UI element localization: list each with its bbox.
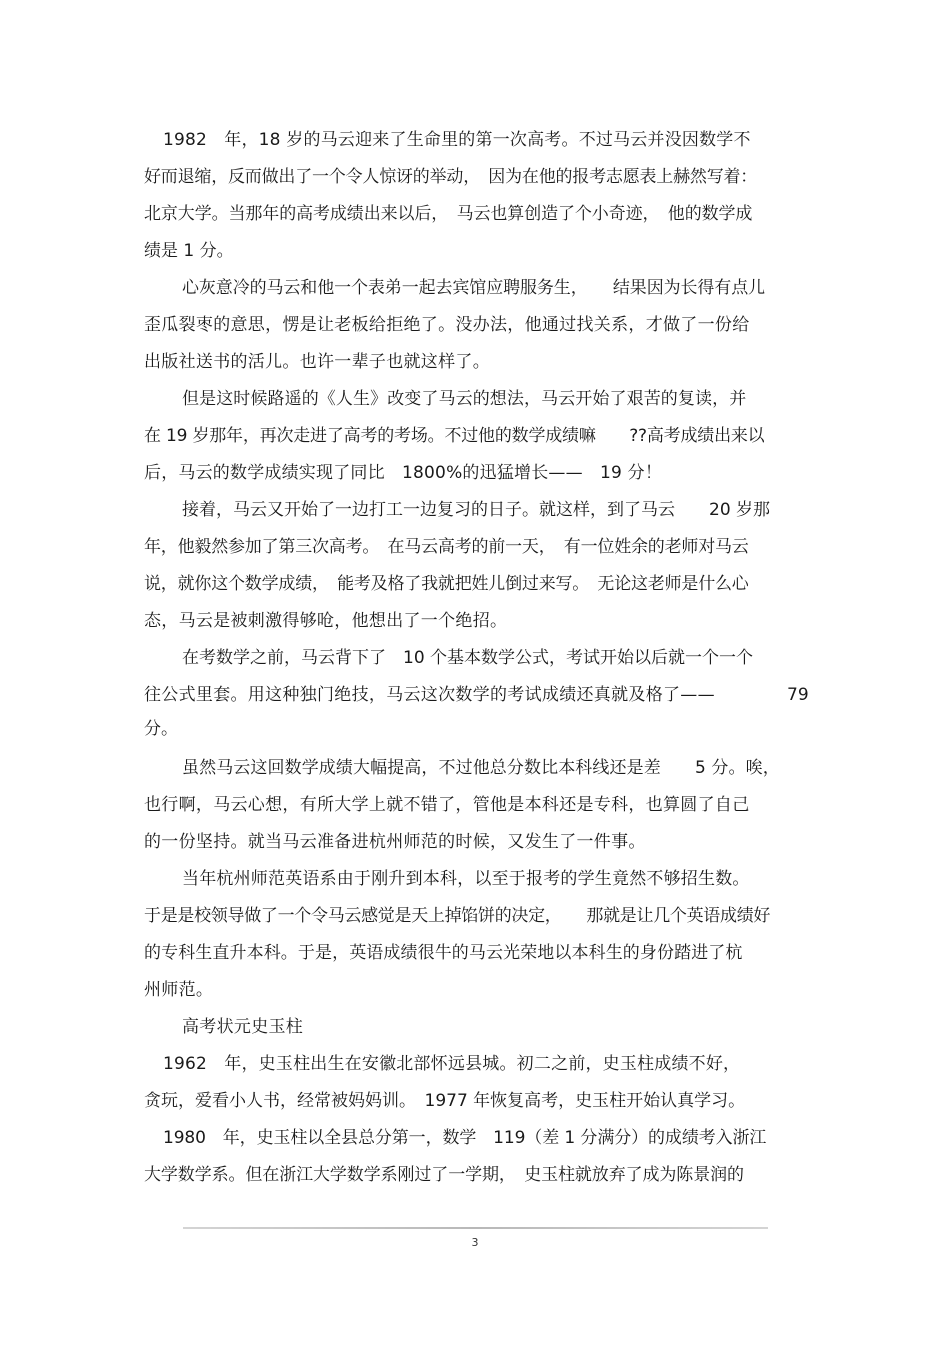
body-line: 1982 年，18 岁的马云迎来了生命里的第一次高考。不过马云并没因数学不 [163,130,751,150]
body-line: 虽然马云这回数学成绩大幅提高，不过他总分数比本科线还是差 5 分。唉， [182,758,780,778]
footer-divider [183,1227,768,1229]
body-line: 态，马云是被刺激得够呛，他想出了一个绝招。 [144,611,508,631]
body-line: 分。 [144,719,178,739]
body-line: 后，马云的数学成绩实现了同比 1800%的迅猛增长—— 19 分！ [144,463,663,483]
body-line: 在考数学之前，马云背下了 10 个基本数学公式，考试开始以后就一个一个 [182,648,754,668]
body-line: 接着，马云又开始了一边打工一边复习的日子。就这样，到了马云 20 岁那 [182,500,771,520]
body-line: 北京大学。当那年的高考成绩出来以后， 马云也算创造了个小奇迹， 他的数学成 [144,204,753,224]
body-line: 在 19 岁那年，再次走进了高考的考场。不过他的数学成绩嘛 ??高考成绩出来以 [144,426,765,446]
body-line: 年，他毅然参加了第三次高考。 在马云高考的前一天， 有一位姓余的老师对马云 [144,537,749,557]
body-line: 大学数学系。但在浙江大学数学系刚过了一学期， 史玉柱就放弃了成为陈景润的 [144,1165,744,1185]
body-line: 于是是校领导做了一个令马云感觉是天上掉馅饼的决定， 那就是让几个英语成绩好 [144,906,771,926]
body-line: 绩是 1 分。 [144,241,234,261]
body-line: 当年杭州师范英语系由于刚升到本科，以至于报考的学生竟然不够招生数。 [182,869,750,889]
body-line: 贪玩，爱看小人书，经常被妈妈训。 1977 年恢复高考，史玉柱开始认真学习。 [144,1091,746,1111]
section-heading: 高考状元史玉柱 [182,1017,304,1037]
body-line: 的一份坚持。就当马云准备进杭州师范的时候，又发生了一件事。 [144,832,646,852]
body-line: 心灰意冷的马云和他一个表弟一起去宾馆应聘服务生， 结果因为长得有点儿 [182,278,765,298]
body-line: 1962 年，史玉柱出生在安徽北部怀远县城。初二之前，史玉柱成绩不好， [163,1054,741,1074]
body-line: 的专科生直升本科。于是，英语成绩很牛的马云光荣地以本科生的身份踏进了杭 [144,943,743,963]
page-number: 3 [471,1236,479,1249]
body-line: 往公式里套。用这种独门绝技，马云这次数学的考试成绩还真就及格了—— [144,685,715,705]
body-line: 说，就你这个数学成绩， 能考及格了我就把姓儿倒过来写。 无论这老师是什么心 [144,574,749,594]
body-line: 也行啊，马云心想，有所大学上就不错了，管他是本科还是专科，也算圆了自己 [144,795,750,815]
body-line: 1980 年，史玉柱以全县总分第一，数学 119（差 1 分满分）的成绩考入浙江 [163,1128,767,1148]
body-line: 出版社送书的活儿。也许一辈子也就这样了。 [144,352,490,372]
body-line: 州师范。 [144,980,214,1000]
body-line: 好而退缩，反而做出了一个令人惊讶的举动， 因为在他的报考志愿表上赫然写着： [144,167,758,187]
body-line: 但是这时候路遥的《人生》改变了马云的想法，马云开始了艰苦的复读，并 [182,389,747,409]
body-line: 79 [787,685,809,705]
body-line: 歪瓜裂枣的意思，愣是让老板给拒绝了。没办法，他通过找关系，才做了一份给 [144,315,750,335]
